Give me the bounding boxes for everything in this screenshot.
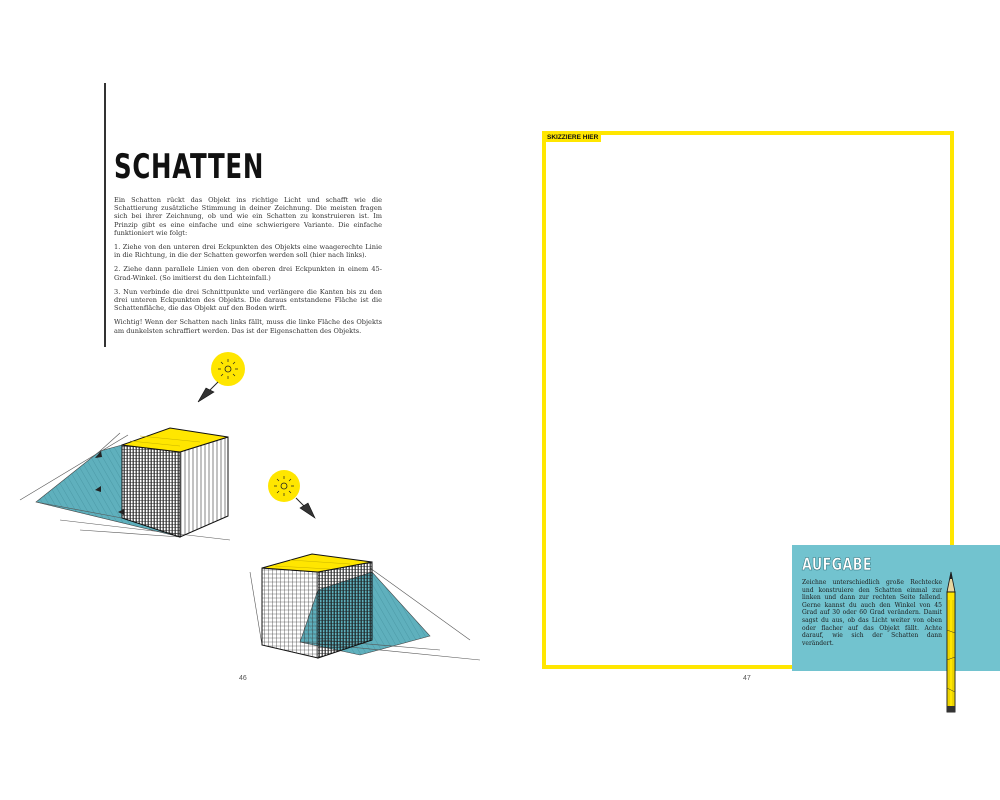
task-text: Zeichne unterschiedlich große Rechtecke und konstruiere den Schatten einmal zur linken und dann zur rechten Seite fallend. Gerne kannst du auch den Winkel von 45 Grad auf 30 oder 60 Grad verändern. Damit sagst du aus, ob das Licht weiter von oben oder flacher auf das Objekt fällt. Achte darauf, wie sich der Schatten dann verändert. [802,579,942,647]
paragraph-step-3: 3. Nun verbinde die drei Schnittpunkte und verlängere die Kanten bis zu den drei unteren Eckpunkten des Objekts. Die daraus entstandene Fläche ist die Schattenfläche, die das Objekt auf den Boden wirft. [114,287,382,313]
paragraph-step-2: 2. Ziehe dann parallele Linien von den oberen drei Eckpunkten in einem 45-Grad-Winkel. (So imitierst du den Lichteinfall.) [114,265,382,282]
paragraph-step-1: 1. Ziehe von den unteren drei Eckpunkten des Objekts eine waagerechte Linie in die Richtung, in die der Schatten geworfen werden soll (hier nach links). [114,243,382,260]
page-number-right: 47 [743,675,751,682]
vertical-rule [104,83,106,347]
paragraph-intro: Ein Schatten rückt das Objekt ins richtige Licht und schafft wie die Schattierung zusätzliche Stimmung in deiner Zeichnung. Die meisten fragen sich bei ihrer Zeichnung, ob und wie ein Schatten zu konstruieren ist. Im Prinzip gibt es eine einfache und eine schwierigere Variante. Die einfache funktioniert wie folgt: [114,196,382,237]
paragraph-important: Wichtig! Wenn der Schatten nach links fällt, muss die linke Fläche des Objekts am dunkelsten schraffiert werden. Das ist der Eigenschatten des Objekts. [114,318,382,335]
sketch-label: SKIZZIERE HIER [544,133,601,142]
task-title: AUFGABE [802,555,872,575]
page-title: SCHATTEN [114,147,265,187]
arrow-icon [296,498,315,518]
shadow-illustration [0,340,520,670]
arrow-icon [198,382,218,402]
frame-edge [950,131,954,545]
body-text [114,196,382,341]
sun-icon [211,352,245,386]
sun-icon [268,470,300,502]
pencil-icon [940,570,962,716]
page-number-left: 46 [239,675,247,682]
